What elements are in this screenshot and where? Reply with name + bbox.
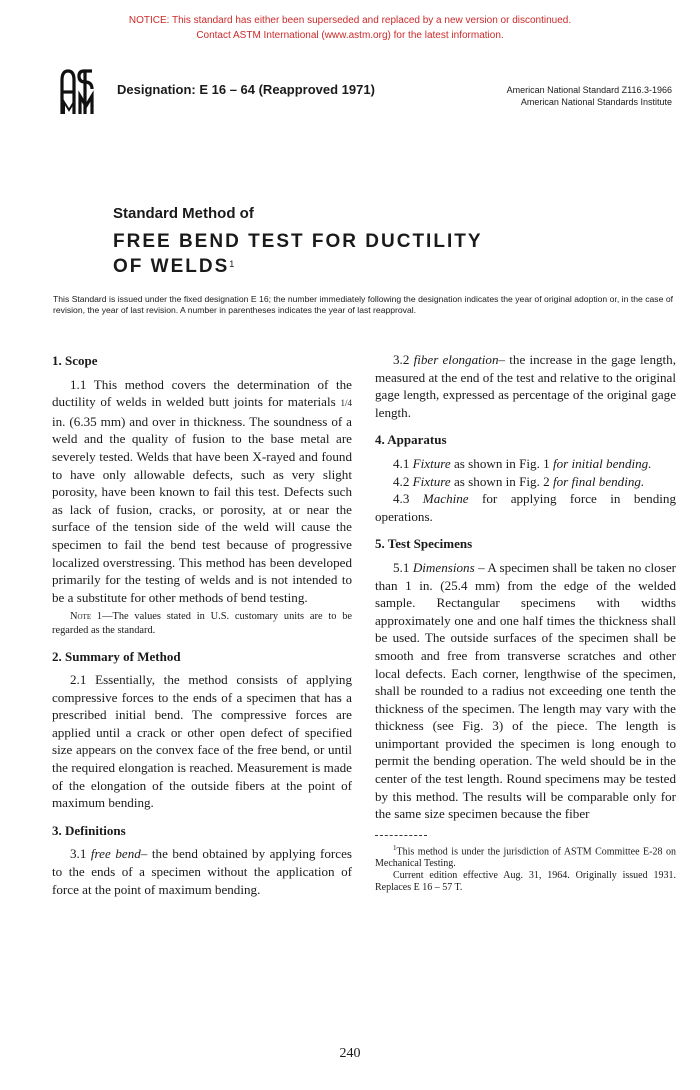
app2-text: as shown in Fig. 2 bbox=[450, 473, 553, 489]
ansi-standard: American National Standard Z116.3-1966 bbox=[506, 85, 672, 95]
standard-method-label: Standard Method of bbox=[113, 205, 254, 222]
page-number: 240 bbox=[339, 1046, 361, 1061]
astm-logo-text: ASTM bbox=[52, 66, 55, 67]
footnote-1-text: This method is under the jurisdiction of ASTM Committee E-28 on Mechanical Testing. bbox=[375, 846, 676, 870]
app2-num: 4.2 bbox=[393, 473, 410, 489]
specimens-heading: 5. Test Specimens bbox=[375, 536, 473, 552]
title-line-2 bbox=[113, 254, 483, 279]
summary-paragraph: 2.1 Essentially, the method consists of applying compressive forces to the ends of a specimen that has a prescribed initial bend. The compressive forces are applied until a crack or other open defect of specified size appears on the convex face of the free bend, or until the required elongation is reached. Measurement is made of the elongation of the outside fibers at the point of maximum bending. bbox=[52, 672, 352, 811]
astm-logo bbox=[52, 66, 102, 118]
spec1-term: Dimensions bbox=[412, 559, 475, 575]
footnote-1 bbox=[375, 842, 676, 870]
app3-text: for applying force in bending operations. bbox=[375, 491, 677, 524]
apparatus-fixture-2 bbox=[375, 473, 676, 491]
app1-tail: for initial bending. bbox=[552, 455, 652, 471]
app1-text: as shown in Fig. 1 bbox=[450, 455, 553, 471]
def2-term: fiber elongation bbox=[413, 352, 499, 367]
spec1-text: – A specimen shall be taken no closer than 1 in. (25.4 mm) from the edge of the welded sample. Rectangular specimens with widths approximately one and one half times the thickness shall be used. The outside surfaces of the specimen shall be smooth and free from transverse scratches and other local defects. Each corner, lengthwise of the specimen, shall be rounded to a radius not exceeding one tenth the thickness of the specimen. The length may vary with the thickness (see Fig. 3) of the piece. The length is unimportant provided the specimen is long enough to permit the bending operation. The weld should be in the center of the test length. Round specimens may be tested by this method. The results will be comparable only for the same size specimen because the fiber bbox=[375, 559, 676, 822]
ansi-block bbox=[507, 84, 672, 108]
title-line-1: FREE BEND TEST FOR DUCTILITY bbox=[113, 231, 483, 252]
definition-fiber-elongation bbox=[375, 351, 676, 421]
app3-term: Machine bbox=[422, 491, 469, 507]
footnote-2: Current edition effective Aug. 31, 1964. Originally issued 1931. Replaces E 16 – 57 T. bbox=[375, 870, 676, 894]
document-title bbox=[113, 229, 483, 279]
designation: Designation: E 16 – 64 (Reapproved 1971) bbox=[117, 82, 375, 97]
def1-text: – the bend obtained by applying forces to the ends of a specimen without the application of force at the point of maximum bending. bbox=[52, 846, 353, 897]
notice-line-1: NOTICE: This standard has either been superseded and replaced by a new version or discontinued. bbox=[128, 15, 572, 26]
scope-paragraph bbox=[52, 376, 352, 607]
scope-p1-part1: 1.1 This method covers the determination of the ductility of welds in welded butt joints for materials bbox=[52, 376, 352, 410]
specimens-dimensions bbox=[375, 559, 676, 823]
app2-term: Fixture bbox=[412, 473, 451, 489]
footnote-rule bbox=[375, 835, 427, 836]
title-footnote-mark: 1 bbox=[229, 259, 235, 269]
apparatus-machine bbox=[375, 490, 676, 525]
def1-term: free bend bbox=[90, 846, 141, 862]
ansi-institute: American National Standards Institute bbox=[520, 97, 672, 107]
spec1-num: 5.1 bbox=[393, 559, 410, 575]
definition-free-bend bbox=[52, 845, 352, 898]
app3-num: 4.3 bbox=[393, 491, 410, 507]
right-column bbox=[375, 351, 676, 894]
scope-heading: 1. Scope bbox=[52, 353, 98, 368]
definitions-heading: 3. Definitions bbox=[52, 822, 126, 838]
scope-p1-part2: in. (6.35 mm) and over in thickness. The soundness of a weld and the quality of fusion to the base metal are severely tested. Welds that have been X-rayed and found to have only allowable defects, such as very slight porosity, have been known to fail this test. Defects such as lack of fusion, cracks, or porosity, at or near the surface of the tension side of the weld will cause the specimen to fail the bend test because of progressive localized overstressing. This method has been developed primarily for the testing of welds and is not intended to be a substitute for other methods of bend testing. bbox=[52, 413, 352, 605]
scope-fraction: 1/4 bbox=[340, 398, 352, 409]
summary-heading: 2. Summary of Method bbox=[52, 648, 181, 664]
apparatus-fixture-1 bbox=[375, 455, 676, 473]
title-line-2-text: OF WELDS bbox=[113, 256, 230, 277]
note-label: Note 1 bbox=[70, 611, 103, 623]
app1-num: 4.1 bbox=[393, 455, 410, 471]
note-text: —The values stated in U.S. customary units are to be regarded as the standard. bbox=[52, 611, 352, 636]
notice-line-2: Contact ASTM International (www.astm.org) for the latest information. bbox=[196, 30, 504, 41]
left-column bbox=[52, 352, 352, 898]
apparatus-heading: 4. Apparatus bbox=[375, 432, 447, 448]
app2-tail: for final bending. bbox=[552, 473, 645, 489]
scope-note bbox=[52, 610, 352, 637]
footnote-1-mark: 1 bbox=[393, 843, 397, 852]
def1-num: 3.1 bbox=[70, 846, 87, 862]
def2-text: – the increase in the gage length, measured at the end of the test and relative to the original gage length, expressed as percentage of the original gage length. bbox=[375, 352, 676, 420]
def2-num: 3.2 bbox=[393, 352, 410, 367]
app1-term: Fixture bbox=[412, 455, 451, 471]
issued-note: This Standard is issued under the fixed designation E 16; the number immediately following the designation indicates the year of original adoption or, in the case of revision, the year of last revision. A number in parentheses indicates the year of last reapproval. bbox=[53, 294, 673, 315]
